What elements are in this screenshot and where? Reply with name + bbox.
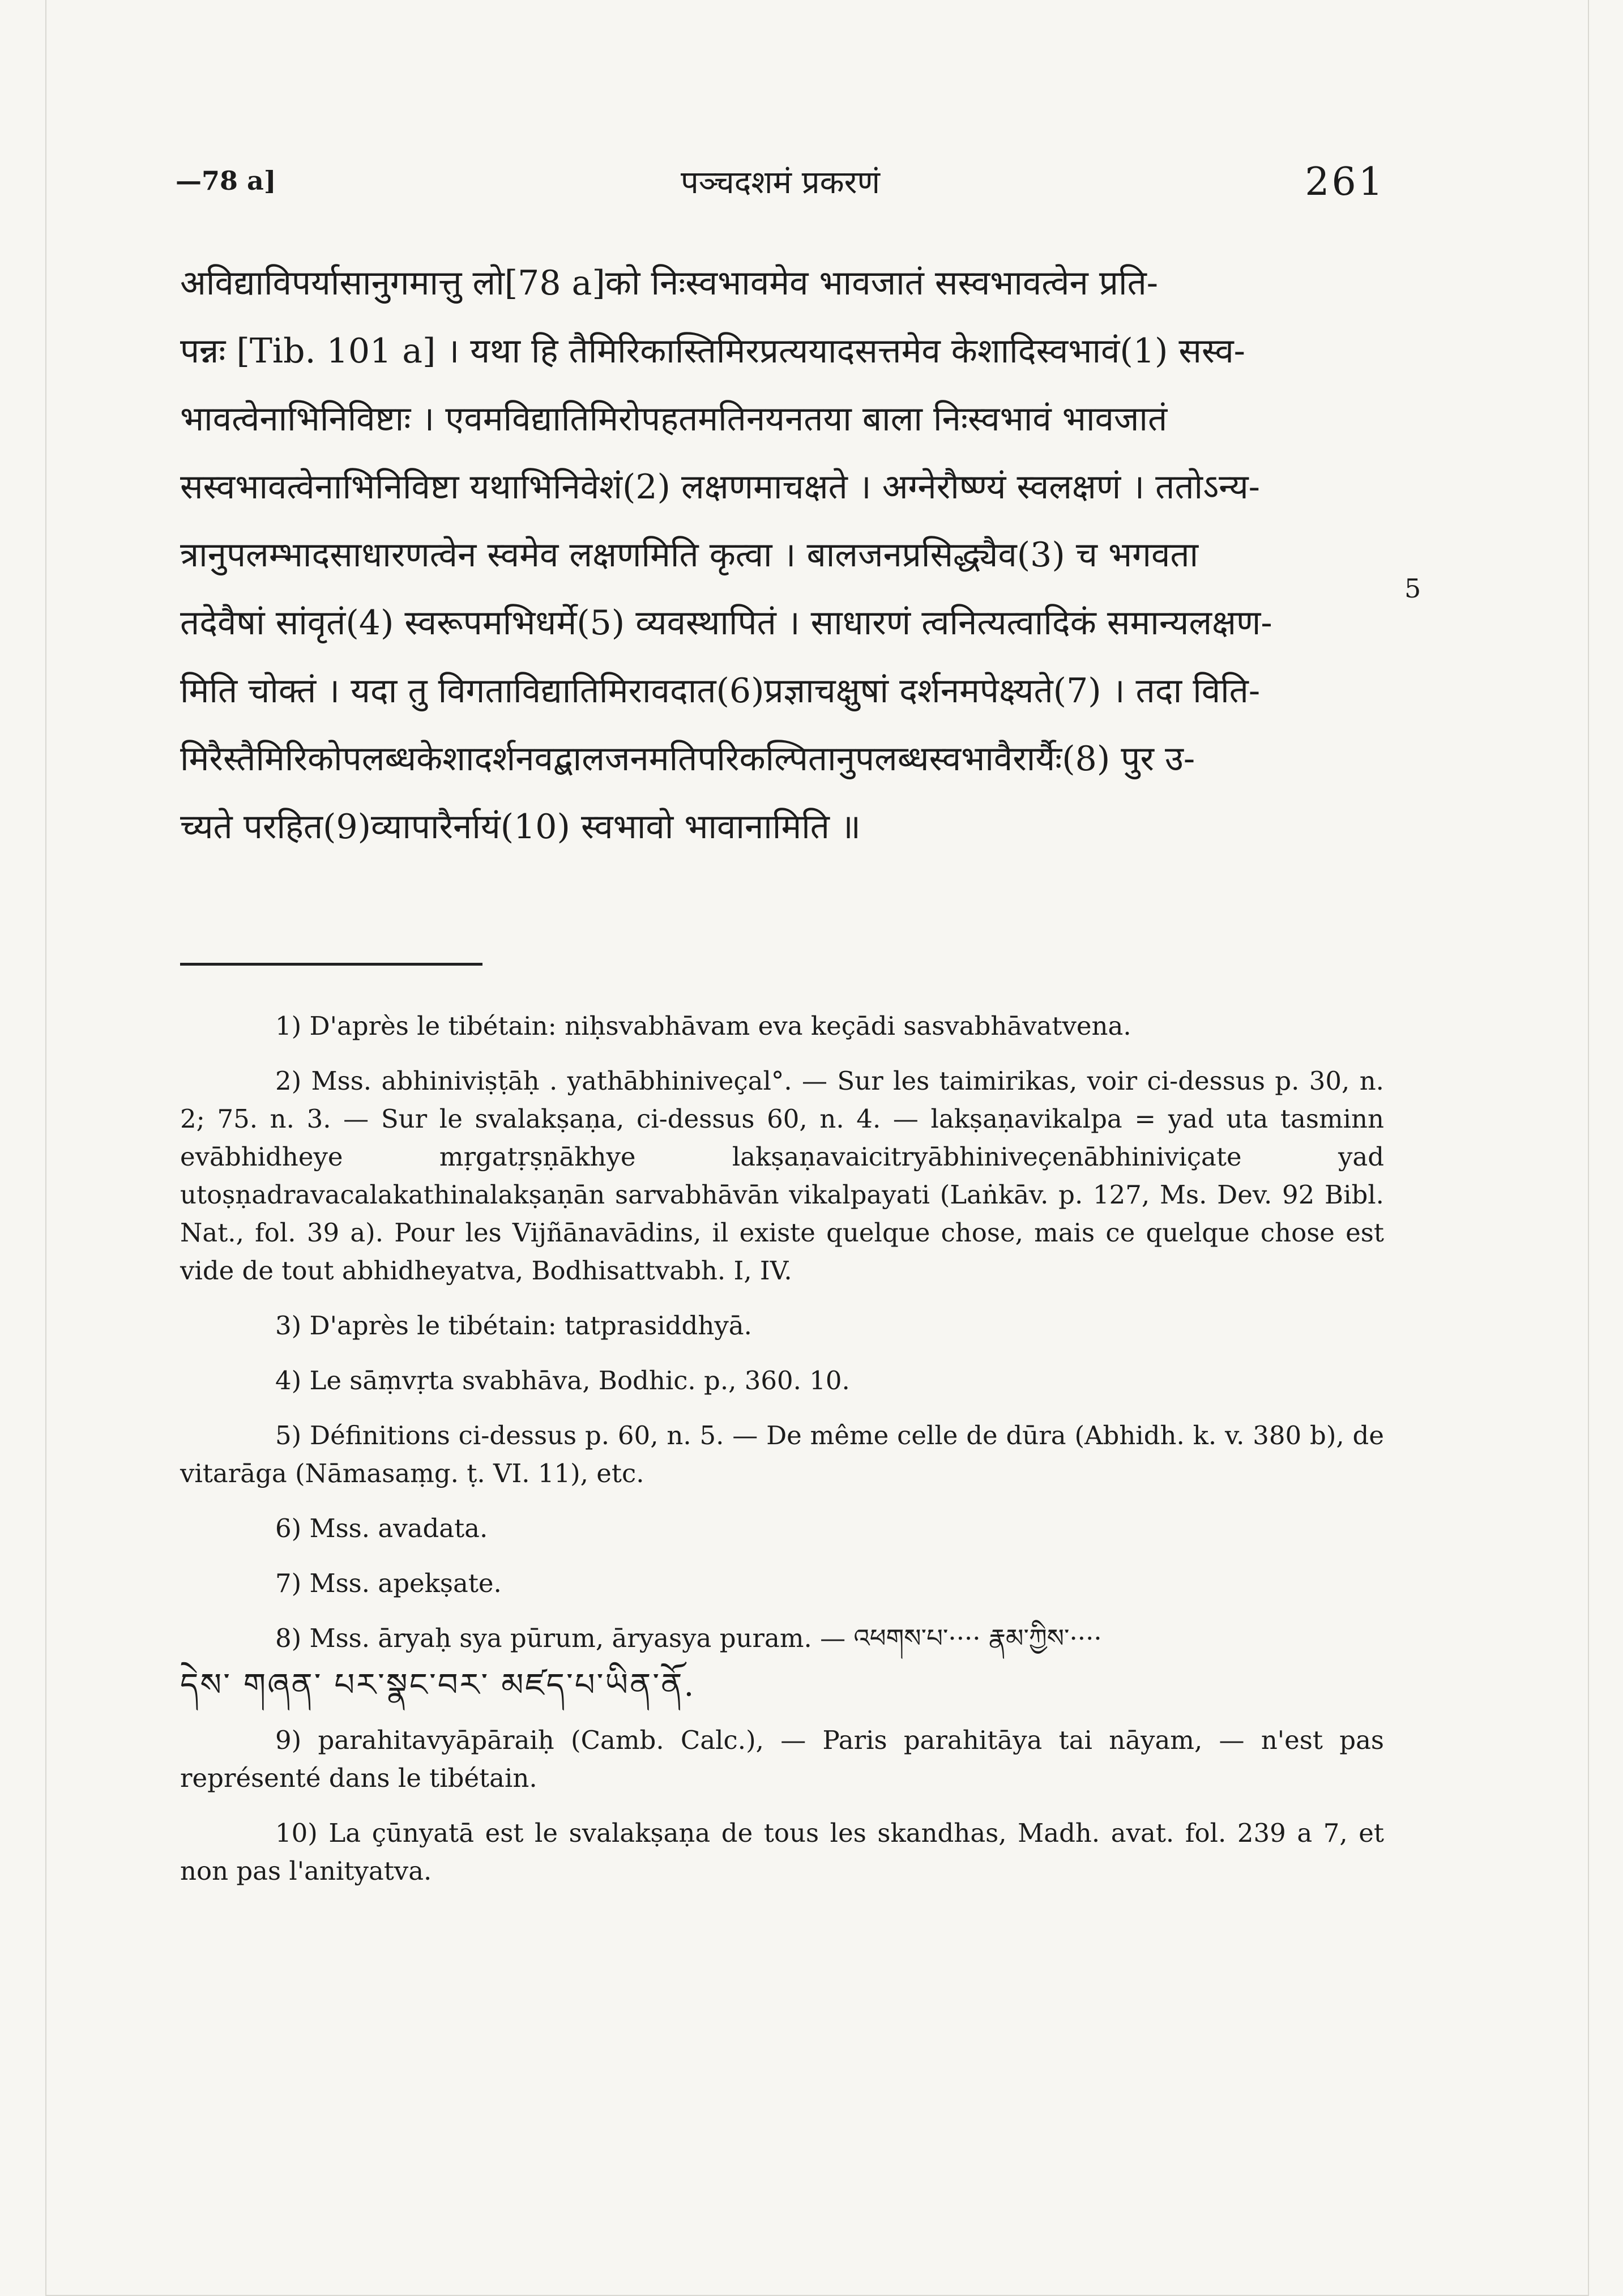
footnote-tibetan-continuation: དེས་ གཞན་ པར་སྣང་བར་ མཛད་པ་ཡིན་ནོ. xyxy=(180,1667,696,1704)
text-line: तदेवैषां सांवृतं(4) स्वरूपमभिधर्मे(5) व्यवस्थापितं । साधारणं त्वनित्यत्वादिकं समान्यलक्षण- xyxy=(180,603,1272,643)
scan-edge-left xyxy=(45,0,46,2296)
text-line: भावत्वेनाभिनिविष्टाः । एवमविद्यातिमिरोपहतमतिनयनतया बाला निःस्वभावं भावजातं xyxy=(180,399,1168,439)
text-line: पन्नः [Tib. 101 a] । यथा हि तैमिरिकास्तिमिरप्रत्ययादसत्तमेव केशादिस्वभावं(1) सस्व- xyxy=(180,331,1245,371)
running-header xyxy=(176,160,1385,205)
text-line: मिति चोक्तं । यदा तु विगताविद्यातिमिरावदात(6)प्रज्ञाचक्षुषां दर्शनमपेक्ष्यते(7) । तदा विति- xyxy=(180,671,1261,711)
footnote: 1) D'après le tibétain: niḥsvabhāvam eva keçādi sasvabhāvatvena. xyxy=(275,1011,1131,1041)
footnote: 6) Mss. avadata. xyxy=(275,1513,488,1543)
footnote: 10) La çūnyatā est le svalakṣaṇa de tous les skandhas, Madh. avat. fol. 239 a 7, et non pas l'anityatva. xyxy=(180,1818,1384,1886)
margin-line-number: 5 xyxy=(1404,573,1421,604)
text-line: च्यते परहित(9)व्यापारैर्नायं(10) स्वभावो भावानामिति ॥ xyxy=(180,807,861,847)
sanskrit-main-text xyxy=(180,249,1384,861)
text-line: अविद्याविपर्यासानुगमात्तु लो[78 a]को निःस्वभावमेव भावजातं सस्वभावत्वेन प्रति- xyxy=(180,263,1159,303)
text-line: मिरैस्तैमिरिकोपलब्धकेशादर्शनवद्बालजनमतिपरिकल्पितानुपलब्धस्वभावैरार्यैः(8) पुर उ- xyxy=(180,739,1195,779)
footnote: 2) Mss. abhiniviṣṭāḥ . yathābhiniveçal°. — Sur les taimirikas, voir ci-dessus p. 30, n. 2; 75. n. 3. — Sur le svalakṣaṇa, ci-dessus 60, n. 4. — lakṣaṇavikalpa = yad uta tasminn evābhidheye mṛgatṛṣṇākhye lakṣaṇavaicitryābhiniveçenābhiniviçate yad utoṣṇadravacalakathinalakṣaṇān sarvabhāvān vikalpayati (Laṅkāv. p. 127, Ms. Dev. 92 Bibl. Nat., fol. 39 a). Pour les Vijñānavādins, il existe quelque chose, mais ce quelque chose est vide de tout abhidheyatva, Bodhisattvabh. I, IV. xyxy=(180,1066,1384,1286)
footnote: 5) Définitions ci-dessus p. 60, n. 5. — De même celle de dūra (Abhidh. k. v. 380 b), de vitarāga (Nāmasaṃg. ṭ. VI. 11), etc. xyxy=(180,1420,1384,1488)
footnote-separator xyxy=(180,963,482,966)
footnotes xyxy=(180,1007,1384,1907)
header-chapter-title: पञ्चदशमं प्रकरणं xyxy=(680,164,880,201)
footnote: 8) Mss. āryaḥ sya pūrum, āryasya puram. — འཕགས་པ་···· རྣམ་ཀྱིས་···· xyxy=(275,1623,1102,1653)
scan-edge-right xyxy=(1588,0,1589,2296)
footnote: 3) D'après le tibétain: tatprasiddhyā. xyxy=(275,1311,752,1341)
text-line: सस्वभावत्वेनाभिनिविष्टा यथाभिनिवेशं(2) लक्षणमाचक्षते । अग्नेरौष्ण्यं स्वलक्षणं । ततोऽन्य- xyxy=(180,467,1260,507)
text-line: त्रानुपलम्भादसाधारणत्वेन स्वमेव लक्षणमिति कृत्वा । बालजनप्रसिद्ध्यैव(3) च भगवता xyxy=(180,535,1199,575)
footnote: 9) parahitavyāpāraiḥ (Camb. Calc.), — Paris parahitāya tai nāyam, — n'est pas représenté dans le tibétain. xyxy=(180,1725,1384,1793)
header-section-ref: —78 a] xyxy=(176,165,276,196)
page-number: 261 xyxy=(1305,160,1385,204)
footnote: 4) Le sāṃvṛta svabhāva, Bodhic. p., 360. 10. xyxy=(275,1365,850,1395)
footnote: 7) Mss. apekṣate. xyxy=(275,1568,502,1598)
